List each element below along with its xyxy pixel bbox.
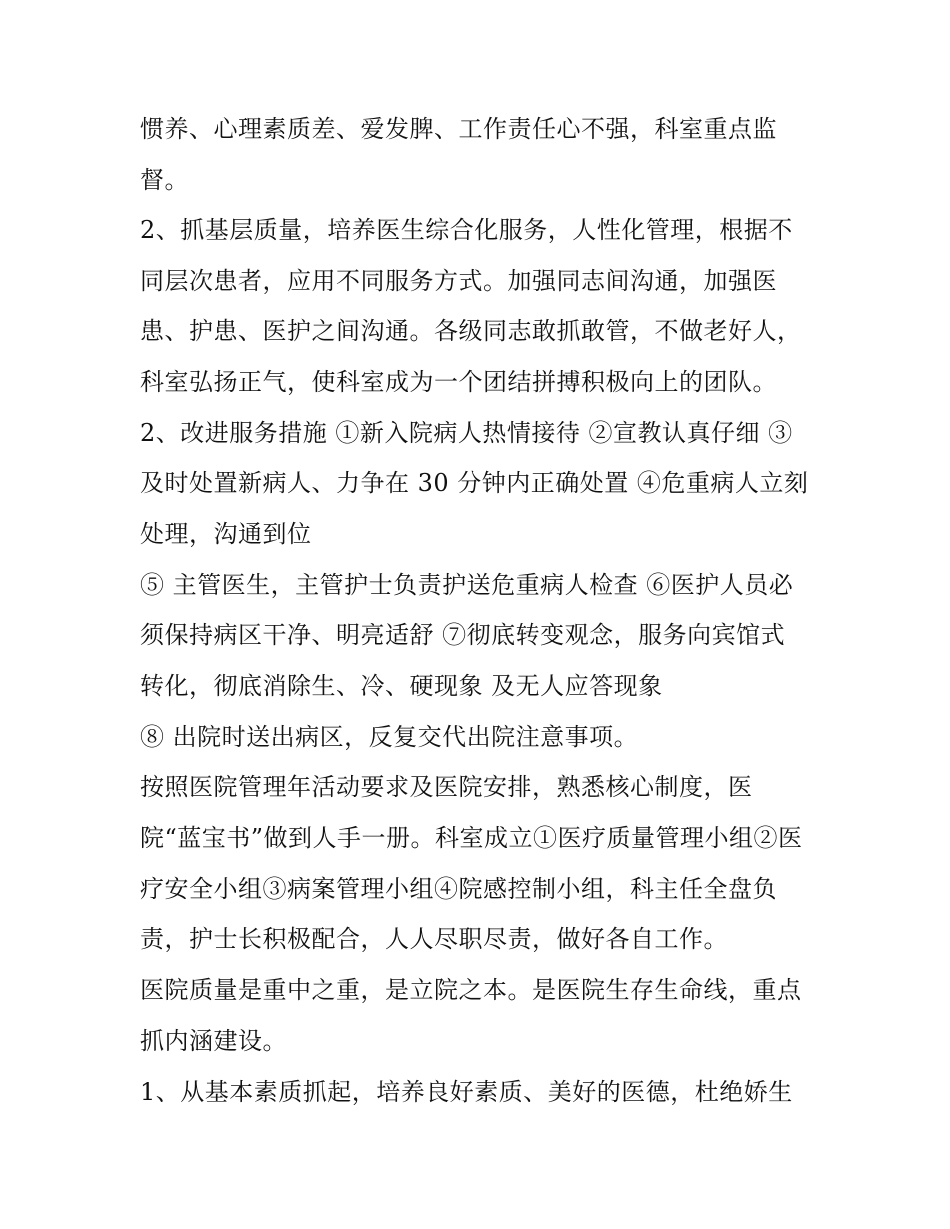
text-line: 转化，彻底消除生、冷、硬现象 及无人应答现象 — [140, 672, 663, 700]
text-line: ⑧ 出院时送出病区，反复交代出院注意事项。 — [140, 723, 639, 751]
text-line: 同层次患者，应用不同服务方式。加强同志间沟通，加强医 — [140, 267, 777, 295]
text-line: 疗安全小组③病案管理小组④院感控制小组，科主任全盘负 — [140, 875, 777, 903]
text-line: 抓内涵建设。 — [140, 1027, 287, 1055]
text-line: 患、护患、医护之间沟通。各级同志敢抓敢管，不做老好人， — [140, 317, 802, 345]
text-line: 1、从基本素质抓起，培养良好素质、美好的医德，杜绝娇生 — [140, 1078, 793, 1106]
text-line: 处理，沟通到位 — [140, 520, 312, 548]
text-line: 督。 — [140, 166, 189, 194]
text-line: 科室弘扬正气，使科室成为一个团结拼搏积极向上的团队。 — [140, 368, 777, 396]
text-line: 惯养、心理素质差、爱发脾、工作责任心不强，科室重点监 — [140, 115, 777, 143]
text-line: 及时处置新病人、力争在 30 分钟内正确处置 ④危重病人立刻 — [140, 469, 809, 497]
text-line: 2、抓基层质量，培养医生综合化服务，人性化管理，根据不 — [140, 216, 793, 244]
text-line: 2、改进服务措施 ①新入院病人热情接待 ②宣教认真仔细 ③ — [140, 419, 793, 447]
text-line: 须保持病区干净、明亮适舒 ⑦彻底转变观念，服务向宾馆式 — [140, 621, 786, 649]
text-line: ⑤ 主管医生，主管护士负责护送危重病人检查 ⑥医护人员必 — [140, 571, 794, 599]
text-line: 院“蓝宝书”做到人手一册。科室成立①医疗质量管理小组②医 — [140, 824, 803, 852]
text-line: 医院质量是重中之重，是立院之本。是医院生存生命线，重点 — [140, 976, 802, 1004]
text-line: 责，护士长积极配合，人人尽职尽责，做好各自工作。 — [140, 925, 728, 953]
text-line: 按照医院管理年活动要求及医院安排，熟悉核心制度，医 — [140, 773, 753, 801]
